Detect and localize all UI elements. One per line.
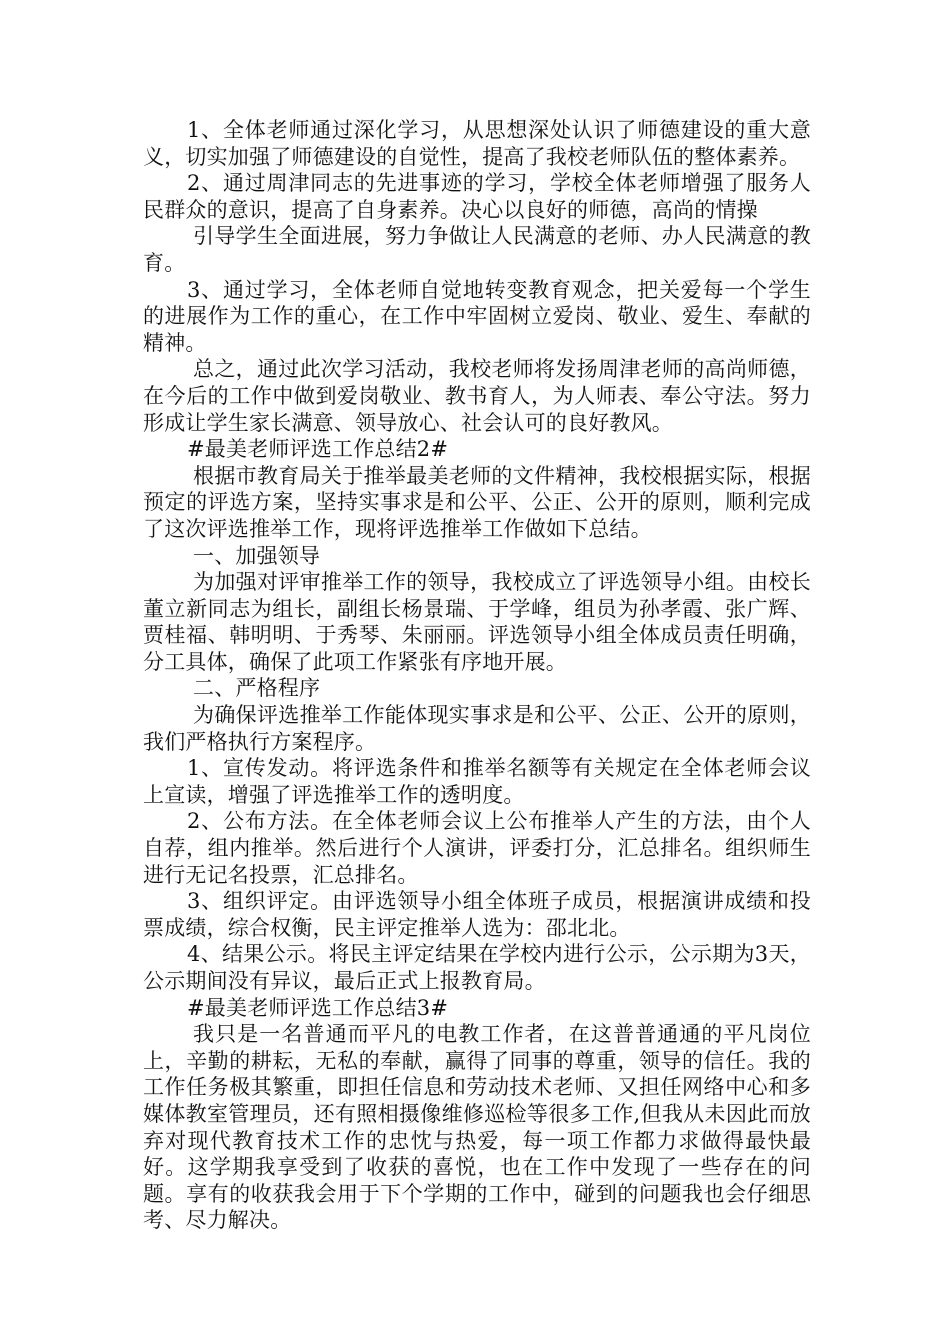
paragraph-point-2: 2、通过周津同志的先进事迹的学习，学校全体老师增强了服务人民群众的意识，提高了自身素养。决心以良好的师德，高尚的情操 — [143, 171, 811, 222]
paragraph-step-evaluation: 3、组织评定。由评选领导小组全体班子成员，根据演讲成绩和投票成绩，综合权衡，民主评定推举人选为：邵北北。 — [143, 889, 811, 940]
paragraph-leadership-group: 为加强对评审推举工作的领导，我校成立了评选领导小组。由校长董立新同志为组长，副组长杨景瑞、于学峰，组员为孙孝霞、张广辉、贾桂福、韩明明、于秀琴、朱丽丽。评选领导小组全体成员责任明确，分工具体，确保了此项工作紧张有序地开展。 — [143, 570, 811, 674]
paragraph-step-method: 2、公布方法。在全体老师会议上公布推举人产生的方法，由个人自荐，组内推举。然后进行个人演讲，评委打分，汇总排名。组织师生进行无记名投票，汇总排名。 — [143, 809, 811, 887]
subheading-strict-procedure: 二、严格程序 — [193, 676, 321, 701]
section-heading-summary-3: #最美老师评选工作总结3# — [187, 995, 449, 1020]
paragraph-conclusion: 总之，通过此次学习活动，我校老师将发扬周津老师的高尚师德，在今后的工作中做到爱岗敬业、教书育人，为人师表、奉公守法。努力形成让学生家长满意、领导放心、社会认可的良好教风。 — [143, 357, 811, 435]
paragraph-point-1: 1、全体老师通过深化学习，从思想深处认识了师德建设的重大意义，切实加强了师德建设的自觉性，提高了我校老师队伍的整体素养。 — [143, 118, 811, 169]
paragraph-step-announcement: 4、结果公示。将民主评定结果在学校内进行公示，公示期为3天，公示期间没有异议，最后正式上报教育局。 — [143, 942, 811, 993]
paragraph-procedure-intro: 为确保评选推举工作能体现实事求是和公平、公正、公开的原则，我们严格执行方案程序。 — [143, 703, 811, 754]
paragraph-point-2-continued: 引导学生全面进展，努力争做让人民满意的老师、办人民满意的教育。 — [143, 224, 811, 275]
document-page — [143, 117, 811, 1234]
paragraph-summary-2-intro: 根据市教育局关于推举最美老师的文件精神，我校根据实际，根据预定的评选方案，坚持实事求是和公平、公正、公开的原则，顺利完成了这次评选推举工作，现将评选推举工作做如下总结。 — [143, 463, 811, 541]
paragraph-step-publicity: 1、宣传发动。将评选条件和推举名额等有关规定在全体老师会议上宣读，增强了评选推举工作的透明度。 — [143, 756, 811, 807]
section-heading-summary-2: #最美老师评选工作总结2# — [187, 437, 449, 462]
paragraph-point-3: 3、通过学习，全体老师自觉地转变教育观念，把关爱每一个学生的进展作为工作的重心，在工作中牢固树立爱岗、敬业、爱生、奉献的精神。 — [143, 277, 811, 355]
paragraph-summary-3-body: 我只是一名普通而平凡的电教工作者，在这普普通通的平凡岗位上，辛勤的耕耘，无私的奉献，赢得了同事的尊重，领导的信任。我的工作任务极其繁重，即担任信息和劳动技术老师、又担任网络中心和多媒体教室管理员，还有照相摄像维修巡检等很多工作,但我从未因此而放弃对现代教育技术工作的忠忱与热爱，每一项工作都力求做得最快最好。这学期我享受到了收获的喜悦，也在工作中发现了一些存在的问题。享有的收获我会用于下个学期的工作中，碰到的问题我也会仔细思考、尽力解决。 — [143, 1022, 811, 1233]
subheading-strengthen-leadership: 一、加强领导 — [193, 543, 321, 568]
